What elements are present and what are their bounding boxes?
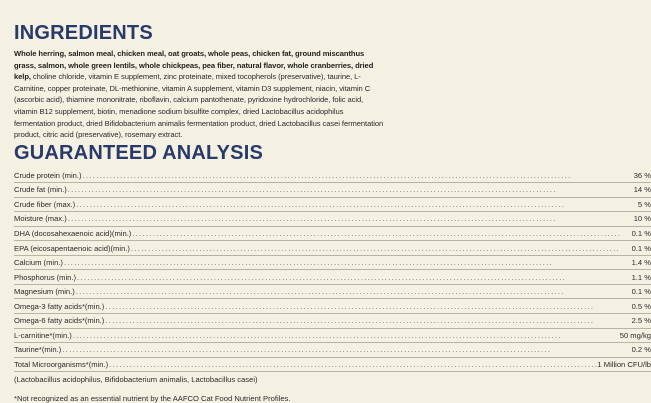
- table-row: [14, 255, 651, 270]
- ingredients-list: [14, 48, 386, 141]
- nutrient-value: 50 mg/kg: [619, 330, 651, 340]
- table-cell: [14, 299, 651, 314]
- table-row: [14, 168, 651, 183]
- table-row: [14, 357, 651, 372]
- table-row: [14, 313, 651, 328]
- dot-leader: [68, 185, 633, 194]
- table-cell: [14, 212, 651, 227]
- table-row: [14, 270, 651, 285]
- table-cell: [14, 270, 651, 285]
- nutrient-label: Crude protein (min.): [14, 170, 82, 180]
- row-content: [14, 345, 651, 354]
- ingredients-section: [14, 22, 386, 141]
- dot-leader: [73, 331, 619, 340]
- row-content: [14, 258, 651, 267]
- nutrient-label: Total Microorganisms*(min.): [14, 359, 109, 369]
- nutrient-label: Omega-6 fatty acids*(min.): [14, 316, 105, 326]
- table-row: [14, 343, 651, 358]
- row-content: [14, 229, 651, 238]
- nutrient-label: Crude fat (min.): [14, 185, 67, 195]
- table-cell: [14, 343, 651, 358]
- dot-leader: [68, 214, 633, 223]
- nutrient-value: 0.1 %: [631, 287, 651, 297]
- nutrient-label: Omega-3 fatty acids*(min.): [14, 301, 105, 311]
- table-row: [14, 197, 651, 212]
- nutrient-value: 2.5 %: [631, 316, 651, 326]
- table-cell: [14, 168, 651, 183]
- row-content: [14, 244, 651, 253]
- nutrient-label: Calcium (min.): [14, 258, 63, 268]
- nutrient-value: 36 %: [633, 170, 651, 180]
- row-content: [14, 287, 651, 296]
- row-content: [14, 273, 651, 282]
- table-cell: [14, 284, 651, 299]
- nutrient-value: 10 %: [633, 214, 651, 224]
- nutrient-label: Moisture (max.): [14, 214, 67, 224]
- dot-leader: [76, 200, 637, 209]
- guaranteed-analysis-heading: GUARANTEED ANALYSIS: [14, 142, 264, 164]
- ingredients-secondary: choline chloride, vitamin E supplement, zinc proteinate, mixed tocopherols (preservative), taurine, L-Carnitine, copper proteinate, DL-methionine, vitamin A supplement, vitamin D3 supplement, niacin, vitamin C (ascorbic acid), thiamine mononitrate, riboflavin, calcium pantothenate, pyridoxine hydrochloride, folic acid, vitamin B12 supplement, biotin, menadione sodium bisulfite complex, dried Lactobacillus acidophilus fermentation product, dried Bifidobacterium animalis fermentation product, dried Lactobacillus casei fermentation product, citric acid (preservative), rosemary extract.: [14, 72, 384, 140]
- nutrient-value: 0.2 %: [631, 345, 651, 355]
- dot-leader: [77, 273, 631, 282]
- table-row: [14, 299, 651, 314]
- dot-leader: [132, 229, 630, 238]
- table-row: [14, 226, 651, 241]
- dot-leader: [109, 360, 596, 369]
- nutrient-label: L-carnitine*(min.): [14, 330, 72, 340]
- dot-leader: [64, 258, 631, 267]
- row-content: [14, 302, 651, 311]
- guaranteed-analysis-table: [14, 168, 651, 372]
- row-content: [14, 214, 651, 223]
- nutrient-value: 5 %: [637, 199, 651, 209]
- nutrient-value: 0.5 %: [631, 301, 651, 311]
- table-row: [14, 183, 651, 198]
- nutrient-value: 1.4 %: [631, 258, 651, 268]
- guaranteed-analysis-section: [14, 142, 651, 403]
- row-content: [14, 331, 651, 340]
- row-content: [14, 360, 651, 369]
- nutrient-value: 0.1 %: [631, 243, 651, 253]
- table-row: [14, 241, 651, 256]
- nutrient-label: Taurine*(min.): [14, 345, 62, 355]
- nutrient-label: EPA (eicosapentaenoic acid)(min.): [14, 243, 130, 253]
- table-row: [14, 284, 651, 299]
- nutrient-label: Magnesium (min.): [14, 287, 75, 297]
- table-cell: [14, 241, 651, 256]
- nutrient-value: 14 %: [633, 185, 651, 195]
- table-row: [14, 328, 651, 343]
- table-row: [14, 212, 651, 227]
- dot-leader: [76, 287, 631, 296]
- row-content: [14, 171, 651, 180]
- dot-leader: [105, 302, 630, 311]
- ingredients-heading: INGREDIENTS: [14, 22, 153, 44]
- dot-leader: [105, 316, 630, 325]
- nutrient-value: 1 Million CFU/lb: [597, 359, 651, 369]
- nutrient-label: Phosphorus (min.): [14, 272, 77, 282]
- aafco-footnote: *Not recognized as an essential nutrient by the AAFCO Cat Food Nutrient Profiles.: [14, 394, 291, 403]
- table-cell: [14, 197, 651, 212]
- table-cell: [14, 255, 651, 270]
- nutrient-value: 1.1 %: [631, 272, 651, 282]
- row-content: [14, 316, 651, 325]
- nutrient-value: 0.1 %: [631, 228, 651, 238]
- ingredients-primary: Whole herring, salmon meal, chicken meal, oat groats, whole peas, chicken fat, ground miscanthus grass, salmon, whole green lentils, whole chickpeas, pea fiber, natural flavor, whole cranberries, dried kelp,: [14, 49, 374, 82]
- table-cell: [14, 328, 651, 343]
- row-content: [14, 200, 651, 209]
- nutrient-label: DHA (docosahexaenoic acid)(min.): [14, 228, 132, 238]
- dot-leader: [131, 244, 631, 253]
- table-cell: [14, 357, 651, 372]
- table-cell: [14, 183, 651, 198]
- dot-leader: [83, 171, 633, 180]
- table-cell: [14, 226, 651, 241]
- row-content: [14, 185, 651, 194]
- nutrient-label: Crude fiber (max.): [14, 199, 76, 209]
- microorganisms-note: (Lactobacillus acidophilus, Bifidobacterium animalis, Lactobacillus casei): [14, 375, 258, 385]
- table-cell: [14, 313, 651, 328]
- dot-leader: [62, 345, 630, 354]
